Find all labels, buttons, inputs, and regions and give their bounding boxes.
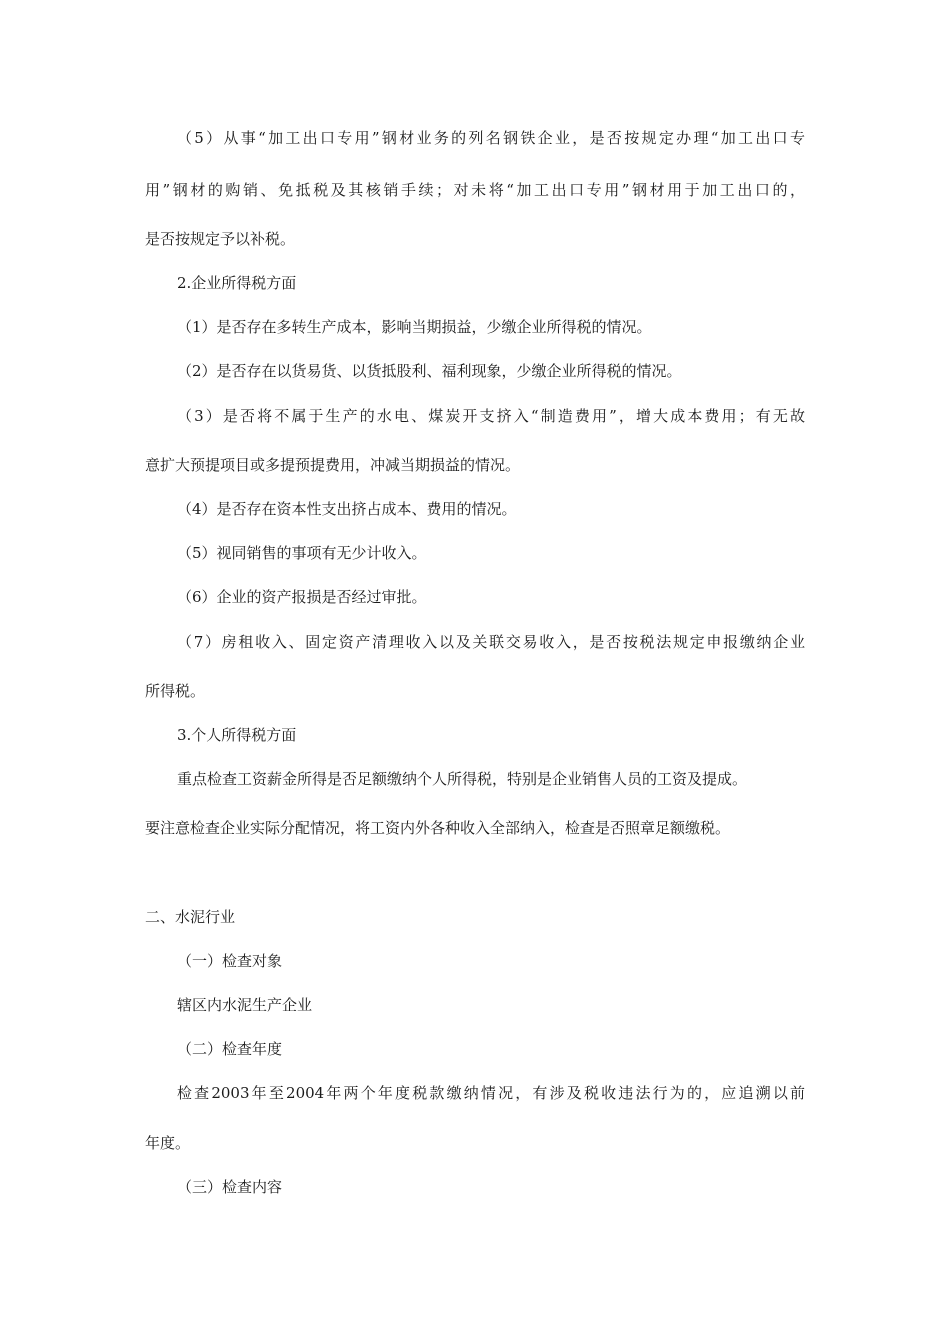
paragraph-line: 重点检查工资薪金所得是否足额缴纳个人所得税，特别是企业销售人员的工资及提成。 bbox=[177, 770, 748, 788]
subsection-heading: （二）检查年度 bbox=[177, 1040, 283, 1058]
paragraph-line: 辖区内水泥生产企业 bbox=[177, 996, 313, 1014]
paragraph-line: （7）房租收入、固定资产清理收入以及关联交易收入，是否按税法规定申报缴纳企业 bbox=[177, 633, 805, 651]
paragraph-line: 用”钢材的购销、免抵税及其核销手续；对未将“加工出口专用”钢材用于加工出口的， bbox=[145, 181, 805, 199]
paragraph-line: （6）企业的资产报损是否经过审批。 bbox=[177, 588, 427, 606]
paragraph-line: （1）是否存在多转生产成本，影响当期损益，少缴企业所得税的情况。 bbox=[177, 318, 652, 336]
section-heading: 3.个人所得税方面 bbox=[177, 726, 297, 744]
paragraph-line: 意扩大预提项目或多提预提费用，冲减当期损益的情况。 bbox=[145, 456, 521, 474]
section-heading: 2.企业所得税方面 bbox=[177, 274, 297, 292]
subsection-heading: （一）检查对象 bbox=[177, 952, 283, 970]
paragraph-line: （5）视同销售的事项有无少计收入。 bbox=[177, 544, 427, 562]
paragraph-line: 要注意检查企业实际分配情况，将工资内外各种收入全部纳入，检查是否照章足额缴税。 bbox=[145, 819, 731, 837]
paragraph-line: 所得税。 bbox=[145, 682, 206, 700]
paragraph-line: （4）是否存在资本性支出挤占成本、费用的情况。 bbox=[177, 500, 517, 518]
paragraph-line: 检查2003年至2004年两个年度税款缴纳情况，有涉及税收违法行为的，应追溯以前 bbox=[177, 1084, 805, 1102]
paragraph-line: （3）是否将不属于生产的水电、煤炭开支挤入“制造费用”，增大成本费用；有无故 bbox=[177, 407, 805, 425]
subsection-heading: （三）检查内容 bbox=[177, 1178, 283, 1196]
paragraph-line: （5）从事“加工出口专用”钢材业务的列名钢铁企业，是否按规定办理“加工出口专 bbox=[177, 129, 805, 147]
paragraph-line: 是否按规定予以补税。 bbox=[145, 230, 296, 248]
chapter-heading: 二、水泥行业 bbox=[145, 908, 236, 926]
paragraph-line: （2）是否存在以货易货、以货抵股利、福利现象，少缴企业所得税的情况。 bbox=[177, 362, 682, 380]
paragraph-line: 年度。 bbox=[145, 1134, 191, 1152]
